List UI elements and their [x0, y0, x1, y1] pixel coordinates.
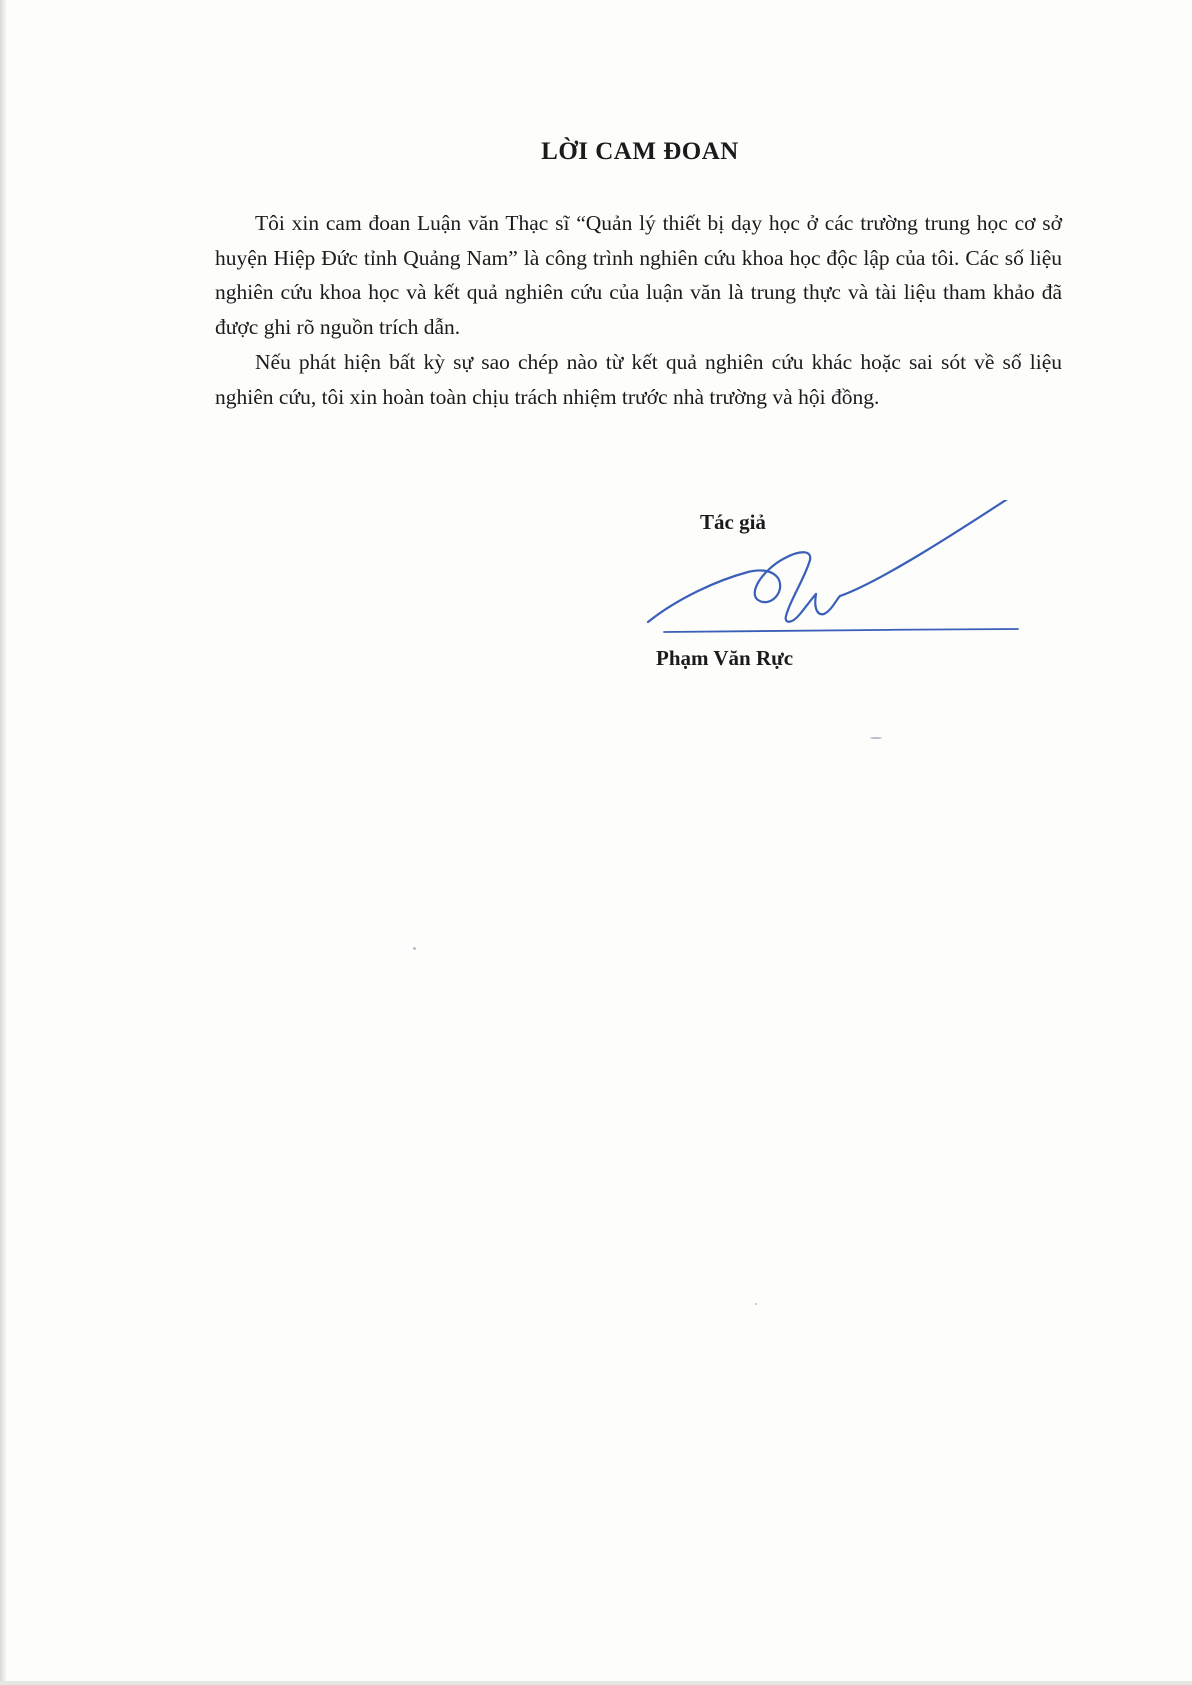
author-name: Phạm Văn Rực: [656, 646, 794, 670]
handwritten-signature: [600, 500, 1060, 650]
declaration-paragraph-2: Nếu phát hiện bất kỳ sự sao chép nào từ kết quả nghiên cứu khác hoặc sai sót về số liệu nghiên cứu, tôi xin hoàn toàn chịu trách nhiệm trước nhà trường và hội đồng.: [215, 349, 1062, 409]
declaration-body: [215, 206, 1062, 414]
author-label: Tác giả: [700, 510, 766, 534]
scan-bottom-edge: [0, 1681, 1192, 1685]
document-title: LỜI CAM ĐOAN: [541, 138, 739, 165]
scan-edge: [0, 0, 6, 1685]
signature-block: [600, 500, 1060, 690]
declaration-paragraph-1: Tôi xin cam đoan Luận văn Thạc sĩ “Quản lý thiết bị dạy học ở các trường trung học cơ sở huyện Hiệp Đức tỉnh Quảng Nam” là công trình nghiên cứu khoa học độc lập của tôi. Các số liệu nghiên cứu khoa học và kết quả nghiên cứu của luận văn là trung thực và tài liệu tham khảo đã được ghi rõ nguồn trích dẫn.: [215, 211, 1062, 340]
scan-speck: [870, 737, 882, 739]
scan-speck: [413, 947, 416, 950]
scan-speck: [755, 1303, 757, 1305]
